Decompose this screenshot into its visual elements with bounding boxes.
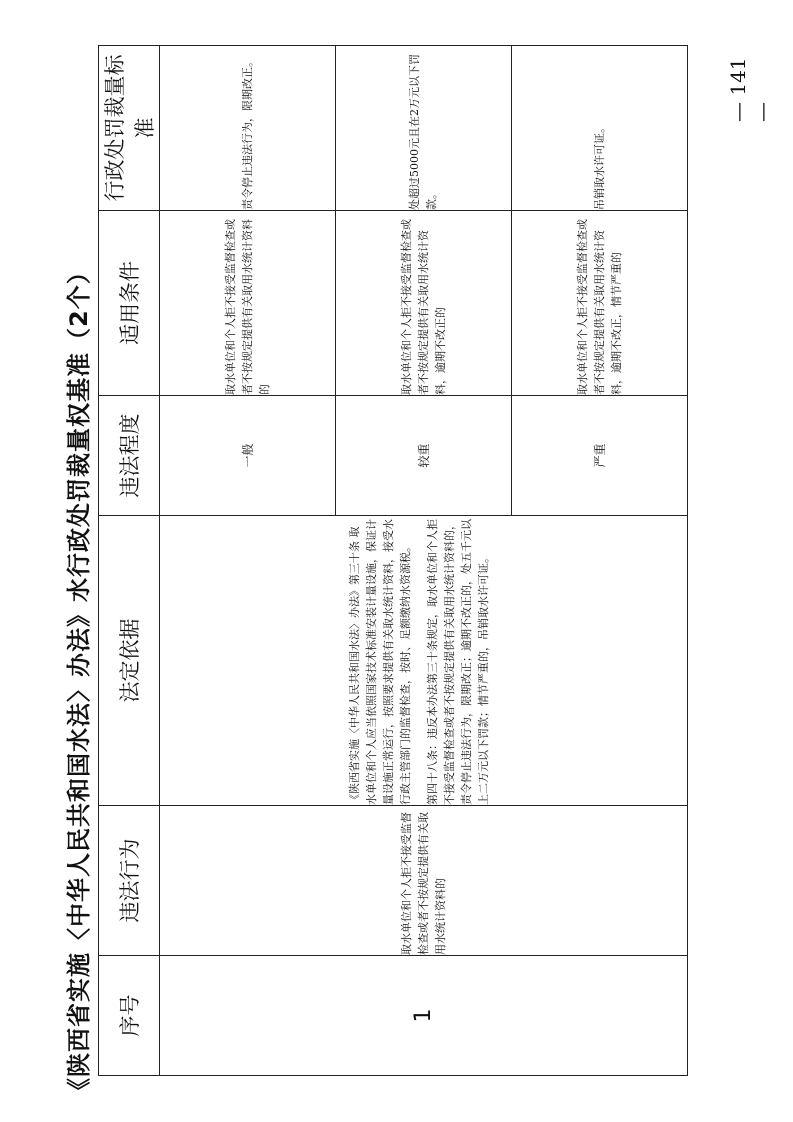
penalty-table — [98, 45, 688, 1076]
header-behavior: 违法行为 — [99, 806, 160, 956]
page-title: 《陕西省实施〈中华人民共和国水法〉办法》水行政处罚裁量权基准（2个） — [64, 259, 93, 1102]
standard-general: 责令停止违法行为，限期改正。 — [160, 46, 336, 211]
legal-basis-article-48: 第四十八条：违反本办法第三十条规定，取水单位和个人拒不接受监督检查或者不按规定提供有关取用水统计资料的，责令停止违法行为，限期改正；逾期不改正的，处五千元以上二万元以下罚款；情节严重的，吊销取水许可证。 — [425, 519, 490, 805]
violation-behavior: 取水单位和个人拒不接受监督检查或者不按规定提供有关取用水统计资料的 — [160, 806, 688, 956]
degree-serious: 较重 — [335, 396, 511, 516]
condition-general: 取水单位和个人拒不接受监督检查或者不按规定提供有关取用水统计资料的 — [160, 211, 336, 396]
page-number: — 141 — — [726, 57, 774, 122]
legal-basis-article-30: 《陕西省实施〈中华人民共和国水法〉办法》第三十条 取水单位和个人应当依照国家技术标准安装计量设施，保证计量设施正常运行，按照要求提供有关取水统计资料，接受水行政主管部门的监督检查，按时、足额缴纳水资源税。 — [347, 519, 412, 805]
header-condition: 适用条件 — [99, 211, 160, 396]
header-basis: 法定依据 — [99, 516, 160, 806]
standard-severe: 吊销取水许可证。 — [511, 46, 687, 211]
header-standard: 行政处罚裁量标准 — [99, 46, 160, 211]
item-number: 1 — [160, 956, 688, 1076]
table-row — [160, 46, 336, 1076]
standard-serious: 处超过5000元且在2万元以下罚款。 — [335, 46, 511, 211]
degree-severe: 严重 — [511, 396, 687, 516]
header-row — [99, 46, 160, 1076]
condition-serious: 取水单位和个人拒不接受监督检查或者不按规定提供有关取用水统计资料，逾期不改正的 — [335, 211, 511, 396]
degree-general: 一般 — [160, 396, 336, 516]
header-no: 序号 — [99, 956, 160, 1076]
header-degree: 违法程度 — [99, 396, 160, 516]
condition-severe: 取水单位和个人拒不接受监督检查或者不按规定提供有关取用水统计资料，逾期不改正，情节严重的 — [511, 211, 687, 396]
legal-basis — [160, 516, 688, 806]
